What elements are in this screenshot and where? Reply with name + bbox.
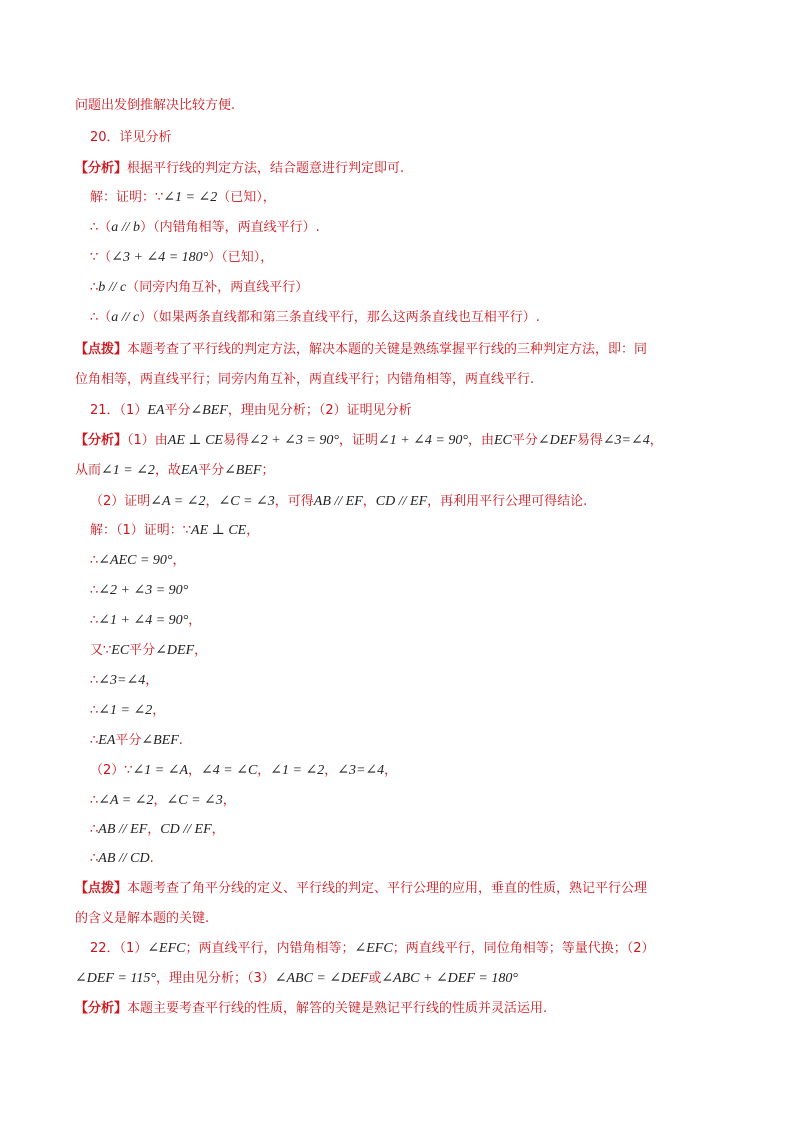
- text-line: [90, 641, 207, 661]
- text-line: [90, 492, 587, 512]
- math-expression: ∠EFC: [147, 941, 186, 956]
- text-line: [90, 401, 412, 421]
- text-segment: ，: [147, 822, 161, 837]
- math-expression: ∠1 = ∠A: [132, 763, 189, 778]
- text-segment: ，可得: [274, 494, 314, 509]
- math-expression: ∠ABC = ∠DEF: [274, 971, 369, 986]
- math-expression: AB // EF: [313, 494, 363, 509]
- text-segment: 问题出发倒推解决比较方便.: [75, 98, 236, 113]
- text-line: [90, 248, 273, 268]
- text-segment: 本题考查了平行线的判定方法，解决本题的关键是熟练掌握平行线的三种判定方法，即：同: [127, 342, 648, 357]
- text-segment: 20．详见分析: [90, 130, 172, 145]
- text-segment: ∴: [90, 851, 99, 866]
- text-segment: （同旁内角互补，两直线平行）: [126, 280, 309, 295]
- text-line: [90, 308, 540, 328]
- section-label: 【点拨】: [75, 342, 128, 357]
- text-segment: 平分: [115, 733, 142, 748]
- text-segment: ；两直线平行，同位角相等；等量代换；（2）: [392, 941, 655, 956]
- math-expression: ∠AEC = 90°: [98, 553, 173, 568]
- text-segment: 的含义是解本题的关键.: [75, 911, 210, 926]
- math-expression: ∠BEF: [190, 403, 228, 418]
- math-expression: CD // EF: [160, 822, 212, 837]
- text-segment: ∴: [90, 703, 99, 718]
- text-segment: ，: [246, 523, 260, 538]
- math-expression: ∠4 = ∠C: [201, 763, 258, 778]
- text-segment: ，证明: [338, 433, 378, 448]
- math-expression: ∠A = ∠2: [98, 793, 154, 808]
- math-expression: AE ⊥ CE: [167, 433, 223, 448]
- text-segment: ，理由见分析；（3）: [155, 971, 275, 986]
- math-expression: ∠C = ∠3: [218, 494, 275, 509]
- math-expression: EC: [111, 643, 130, 658]
- text-line: [75, 370, 534, 390]
- math-expression: AE ⊥ CE: [191, 523, 247, 538]
- math-expression: AB // EF: [98, 822, 148, 837]
- text-segment: ∴: [90, 583, 99, 598]
- text-segment: .: [178, 733, 183, 748]
- text-segment: ；: [261, 463, 275, 478]
- math-expression: ∠BEF: [141, 733, 179, 748]
- text-line: [90, 761, 397, 781]
- text-segment: ∴: [90, 733, 99, 748]
- text-line: [90, 218, 320, 238]
- text-segment: ∴: [90, 793, 99, 808]
- text-line: [90, 581, 188, 601]
- text-segment: ∴: [90, 673, 99, 688]
- text-segment: ，: [145, 673, 159, 688]
- math-expression: EA: [98, 733, 116, 748]
- text-line: [75, 879, 647, 899]
- text-segment: ，: [172, 553, 186, 568]
- text-segment: ）（已知），: [208, 250, 274, 265]
- text-segment: 又∵: [90, 643, 112, 658]
- text-line: [75, 340, 647, 360]
- text-segment: ，: [188, 613, 202, 628]
- text-segment: ，故: [154, 463, 181, 478]
- text-segment: 21．（1）: [90, 403, 148, 418]
- math-expression: ∠2 + ∠3 = 90°: [98, 583, 189, 598]
- text-segment: （2）∵: [90, 763, 133, 778]
- text-segment: 根据平行线的判定方法，结合题意进行判定即可.: [127, 161, 405, 176]
- text-line: [90, 188, 276, 208]
- text-line: [75, 159, 404, 179]
- text-segment: 解：（1）证明：∵: [90, 523, 192, 538]
- text-segment: （2）证明: [90, 494, 151, 509]
- text-line: [90, 278, 308, 298]
- text-segment: 本题主要考查平行线的性质，解答的关键是熟记平行线的性质并灵活运用.: [127, 1001, 548, 1016]
- math-expression: ∠3=∠4: [98, 673, 146, 688]
- text-segment: （1）由: [127, 433, 168, 448]
- math-expression: ∠2 + ∠3 = 90°: [248, 433, 339, 448]
- math-expression: ∠3=∠4: [602, 433, 650, 448]
- text-segment: 22．（1）: [90, 941, 148, 956]
- text-line: [90, 701, 165, 721]
- text-segment: 解：证明：∵: [90, 190, 164, 205]
- text-segment: ，: [222, 793, 236, 808]
- text-segment: ，: [257, 763, 271, 778]
- math-expression: EA: [180, 463, 199, 478]
- text-segment: ，: [188, 763, 202, 778]
- math-expression: ∠1 + ∠4 = 90°: [98, 613, 189, 628]
- math-expression: b // c: [98, 280, 127, 295]
- section-label: 【分析】: [75, 433, 128, 448]
- text-segment: 易得: [576, 433, 603, 448]
- math-expression: ∠EFC: [354, 941, 393, 956]
- text-line: [90, 731, 183, 751]
- text-segment: ，: [205, 494, 219, 509]
- text-line: [90, 791, 236, 811]
- math-expression: ∠DEF = 115°: [75, 971, 156, 986]
- text-segment: 平分: [164, 403, 191, 418]
- text-segment: ）（如果两条直线都和第三条直线平行，那么这两条直线也互相平行）.: [139, 310, 540, 325]
- text-line: [90, 128, 172, 148]
- section-label: 【分析】: [75, 161, 128, 176]
- text-line: [75, 461, 274, 481]
- text-segment: ，: [384, 763, 398, 778]
- math-expression: ∠DEF: [537, 433, 577, 448]
- text-line: [90, 671, 158, 691]
- math-expression: ∠C = ∠3: [166, 793, 223, 808]
- text-segment: ，: [152, 703, 166, 718]
- text-line: [90, 551, 186, 571]
- text-line: [75, 431, 663, 451]
- text-segment: ∴: [90, 553, 99, 568]
- section-label: 【点拨】: [75, 881, 128, 896]
- math-expression: ∠BEF: [224, 463, 262, 478]
- text-segment: ；两直线平行，内错角相等；: [185, 941, 355, 956]
- text-segment: ∴: [90, 822, 99, 837]
- text-segment: ，: [153, 793, 167, 808]
- text-segment: ，理由见分析；（2）证明见分析: [227, 403, 412, 418]
- math-expression: EA: [147, 403, 165, 418]
- text-line: [90, 939, 654, 959]
- math-expression: ∠1 = ∠2: [98, 703, 153, 718]
- text-segment: 从而: [75, 463, 102, 478]
- text-segment: 易得: [222, 433, 249, 448]
- text-segment: ∴: [90, 280, 99, 295]
- text-segment: 本题考查了角平分线的定义、平行线的判定、平行公理的应用，垂直的性质，熟记平行公理: [127, 881, 648, 896]
- math-expression: a // c: [111, 310, 140, 325]
- text-segment: ，再利用平行公理可得结论.: [427, 494, 588, 509]
- text-segment: （已知），: [217, 190, 276, 205]
- math-expression: ∠1 = ∠2: [101, 463, 155, 478]
- math-expression: ∠1 = ∠2: [163, 190, 218, 205]
- text-line: [90, 521, 259, 541]
- math-expression: AB // CD: [98, 851, 150, 866]
- math-expression: ∠DEF: [155, 643, 195, 658]
- text-segment: ∴（: [90, 220, 112, 235]
- text-segment: ，: [324, 763, 338, 778]
- text-segment: ，: [649, 433, 663, 448]
- math-expression: ∠3=∠4: [337, 763, 385, 778]
- text-line: [75, 96, 235, 116]
- math-expression: ∠1 + ∠4 = 90°: [377, 433, 468, 448]
- text-segment: 或: [368, 971, 382, 986]
- text-segment: ，: [362, 494, 376, 509]
- text-segment: ，由: [467, 433, 494, 448]
- text-segment: 平分: [511, 433, 538, 448]
- text-segment: 平分: [129, 643, 156, 658]
- math-expression: ∠1 = ∠2: [270, 763, 325, 778]
- text-line: [75, 909, 209, 929]
- text-segment: ，: [194, 643, 208, 658]
- text-line: [90, 611, 201, 631]
- math-expression: ∠3 + ∠4 = 180°: [111, 250, 209, 265]
- text-line: [90, 849, 154, 869]
- text-line: [75, 969, 518, 989]
- math-expression: a // b: [111, 220, 141, 235]
- text-segment: 位角相等，两直线平行；同旁内角互补，两直线平行；内错角相等，两直线平行.: [75, 372, 535, 387]
- text-line: [90, 820, 225, 840]
- math-expression: ∠A = ∠2: [150, 494, 206, 509]
- math-expression: EC: [493, 433, 512, 448]
- section-label: 【分析】: [75, 1001, 128, 1016]
- text-segment: ∵（: [90, 250, 112, 265]
- text-segment: 平分: [198, 463, 225, 478]
- text-segment: ）（内错角相等，两直线平行）.: [140, 220, 320, 235]
- text-segment: .: [149, 851, 154, 866]
- text-segment: ∴（: [90, 310, 112, 325]
- math-expression: CD // EF: [375, 494, 428, 509]
- text-segment: ，: [211, 822, 225, 837]
- text-segment: ∴: [90, 613, 99, 628]
- text-line: [75, 999, 547, 1019]
- math-expression: ∠ABC + ∠DEF = 180°: [381, 971, 518, 986]
